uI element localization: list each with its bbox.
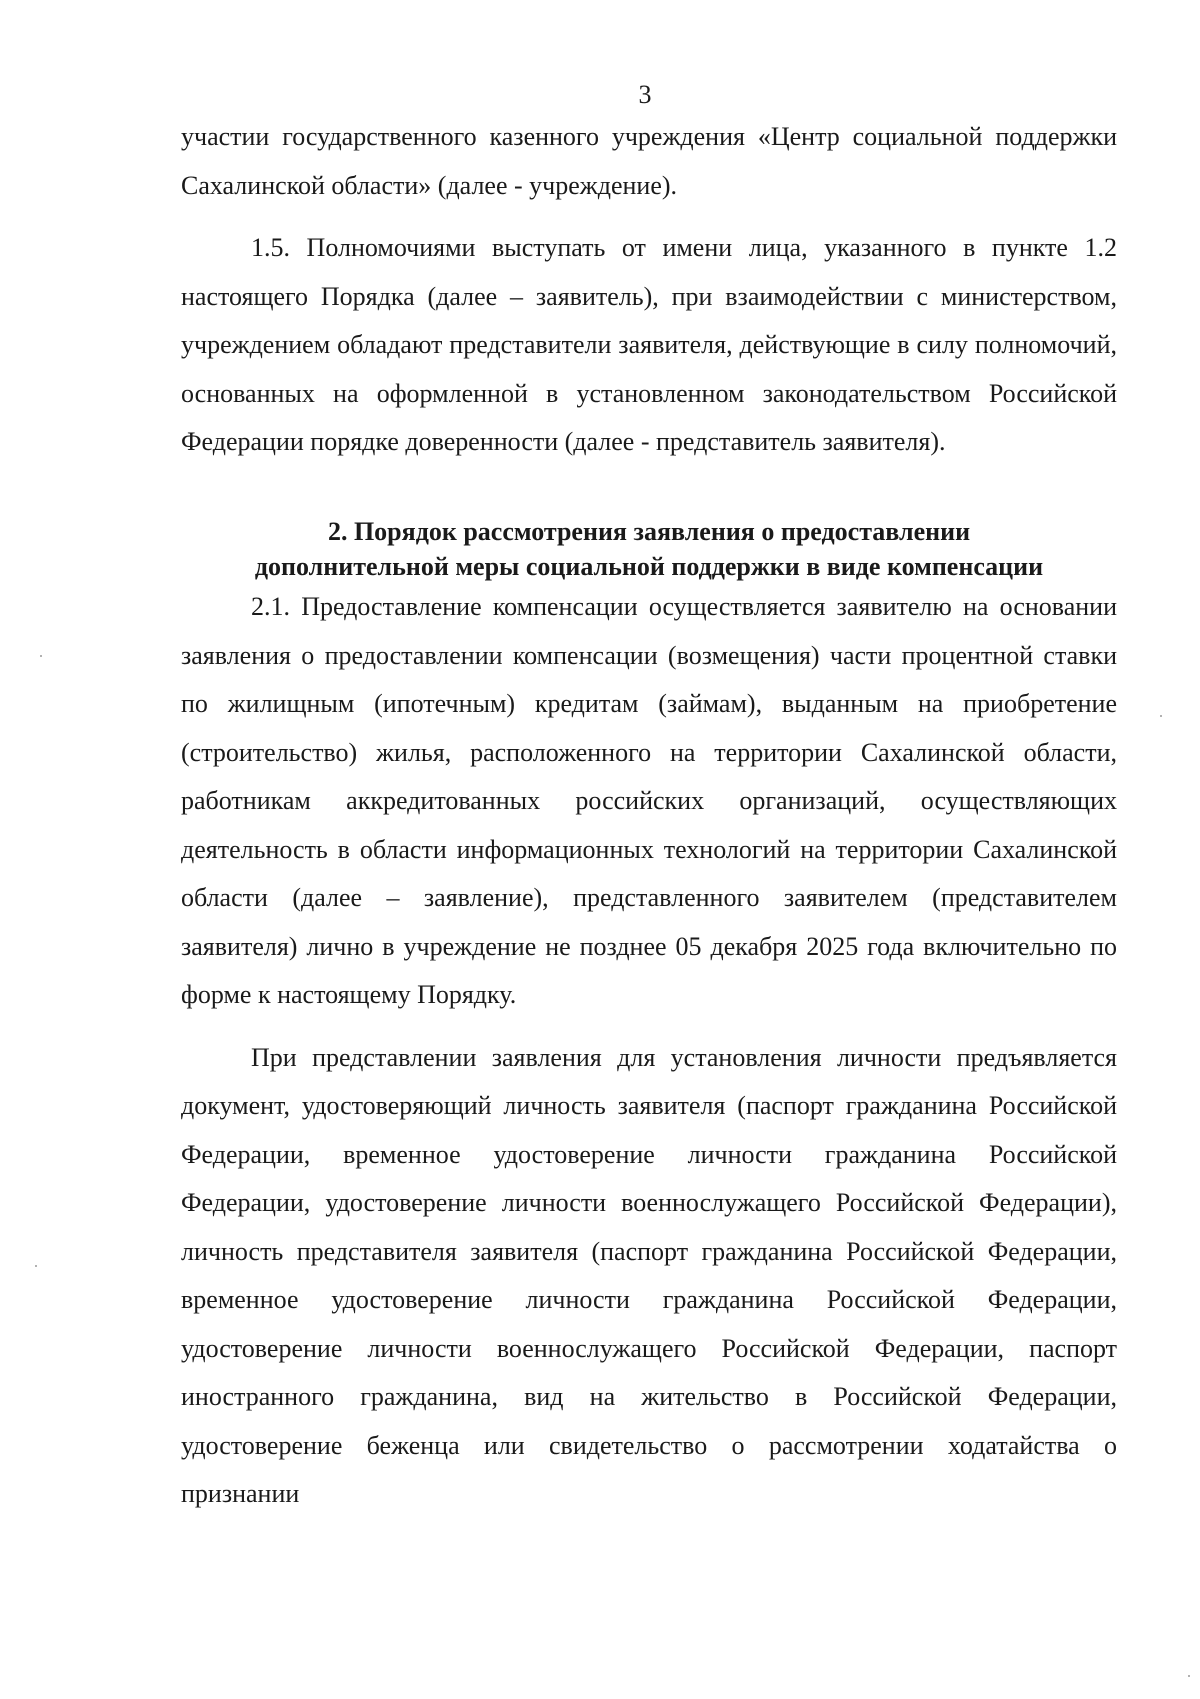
section-2-text-block xyxy=(181,583,1117,1519)
paragraph-continuation: участии государственного казенного учреждения «Центр социальной поддержки Сахалинской области» (далее - учреждение). xyxy=(181,122,1117,200)
paragraph-2-1: 2.1. Предоставление компенсации осуществляется заявителю на основании заявления о предоставлении компенсации (возмещения) части процентной ставки по жилищным (ипотечным) кредитам (займам), выданным на приобретение (строительство) жилья, расположенного на территории Сахалинской области, работникам аккредитованных российских организаций, осуществляющих деятельность в области информационных технологий на территории Сахалинской области (далее – заявление), представленного заявителем (представителем заявителя) лично в учреждение не позднее 05 декабря 2025 года включительно по форме к настоящему Порядку. xyxy=(181,592,1117,1009)
section-2-heading xyxy=(181,514,1117,584)
section-2-heading-line-1: 2. Порядок рассмотрения заявления о предоставлении xyxy=(327,517,971,546)
scan-speck xyxy=(1160,715,1162,717)
scan-speck xyxy=(1188,1675,1190,1677)
scan-speck xyxy=(35,1265,37,1267)
intro-text-block xyxy=(181,113,1117,467)
scan-speck xyxy=(40,655,42,657)
section-2-heading-line-2: дополнительной меры социальной поддержки в виде компенсации xyxy=(254,552,1044,581)
paragraph-identity: При представлении заявления для установления личности предъявляется документ, удостоверяющий личность заявителя (паспорт гражданина Российской Федерации, временное удостоверение личности гражданина Российской Федерации, удостоверение личности военнослужащего Российской Федерации), личность представителя заявителя (паспорт гражданина Российской Федерации, временное удостоверение личности гражданина Российской Федерации, удостоверение личности военнослужащего Российской Федерации, паспорт иностранного гражданина, вид на жительство в Российской Федерации, удостоверение беженца или свидетельство о рассмотрении ходатайства о признании xyxy=(181,1042,1117,1508)
paragraph-1-5: 1.5. Полномочиями выступать от имени лица, указанного в пункте 1.2 настоящего Порядка (далее – заявитель), при взаимодействии с министерством, учреждением обладают представители заявителя, действующие в силу полномочий, основанных на оформленной в установленном законодательством Российской Федерации порядке доверенности (далее - представитель заявителя). xyxy=(181,233,1117,456)
page-number: 3 xyxy=(638,80,652,109)
